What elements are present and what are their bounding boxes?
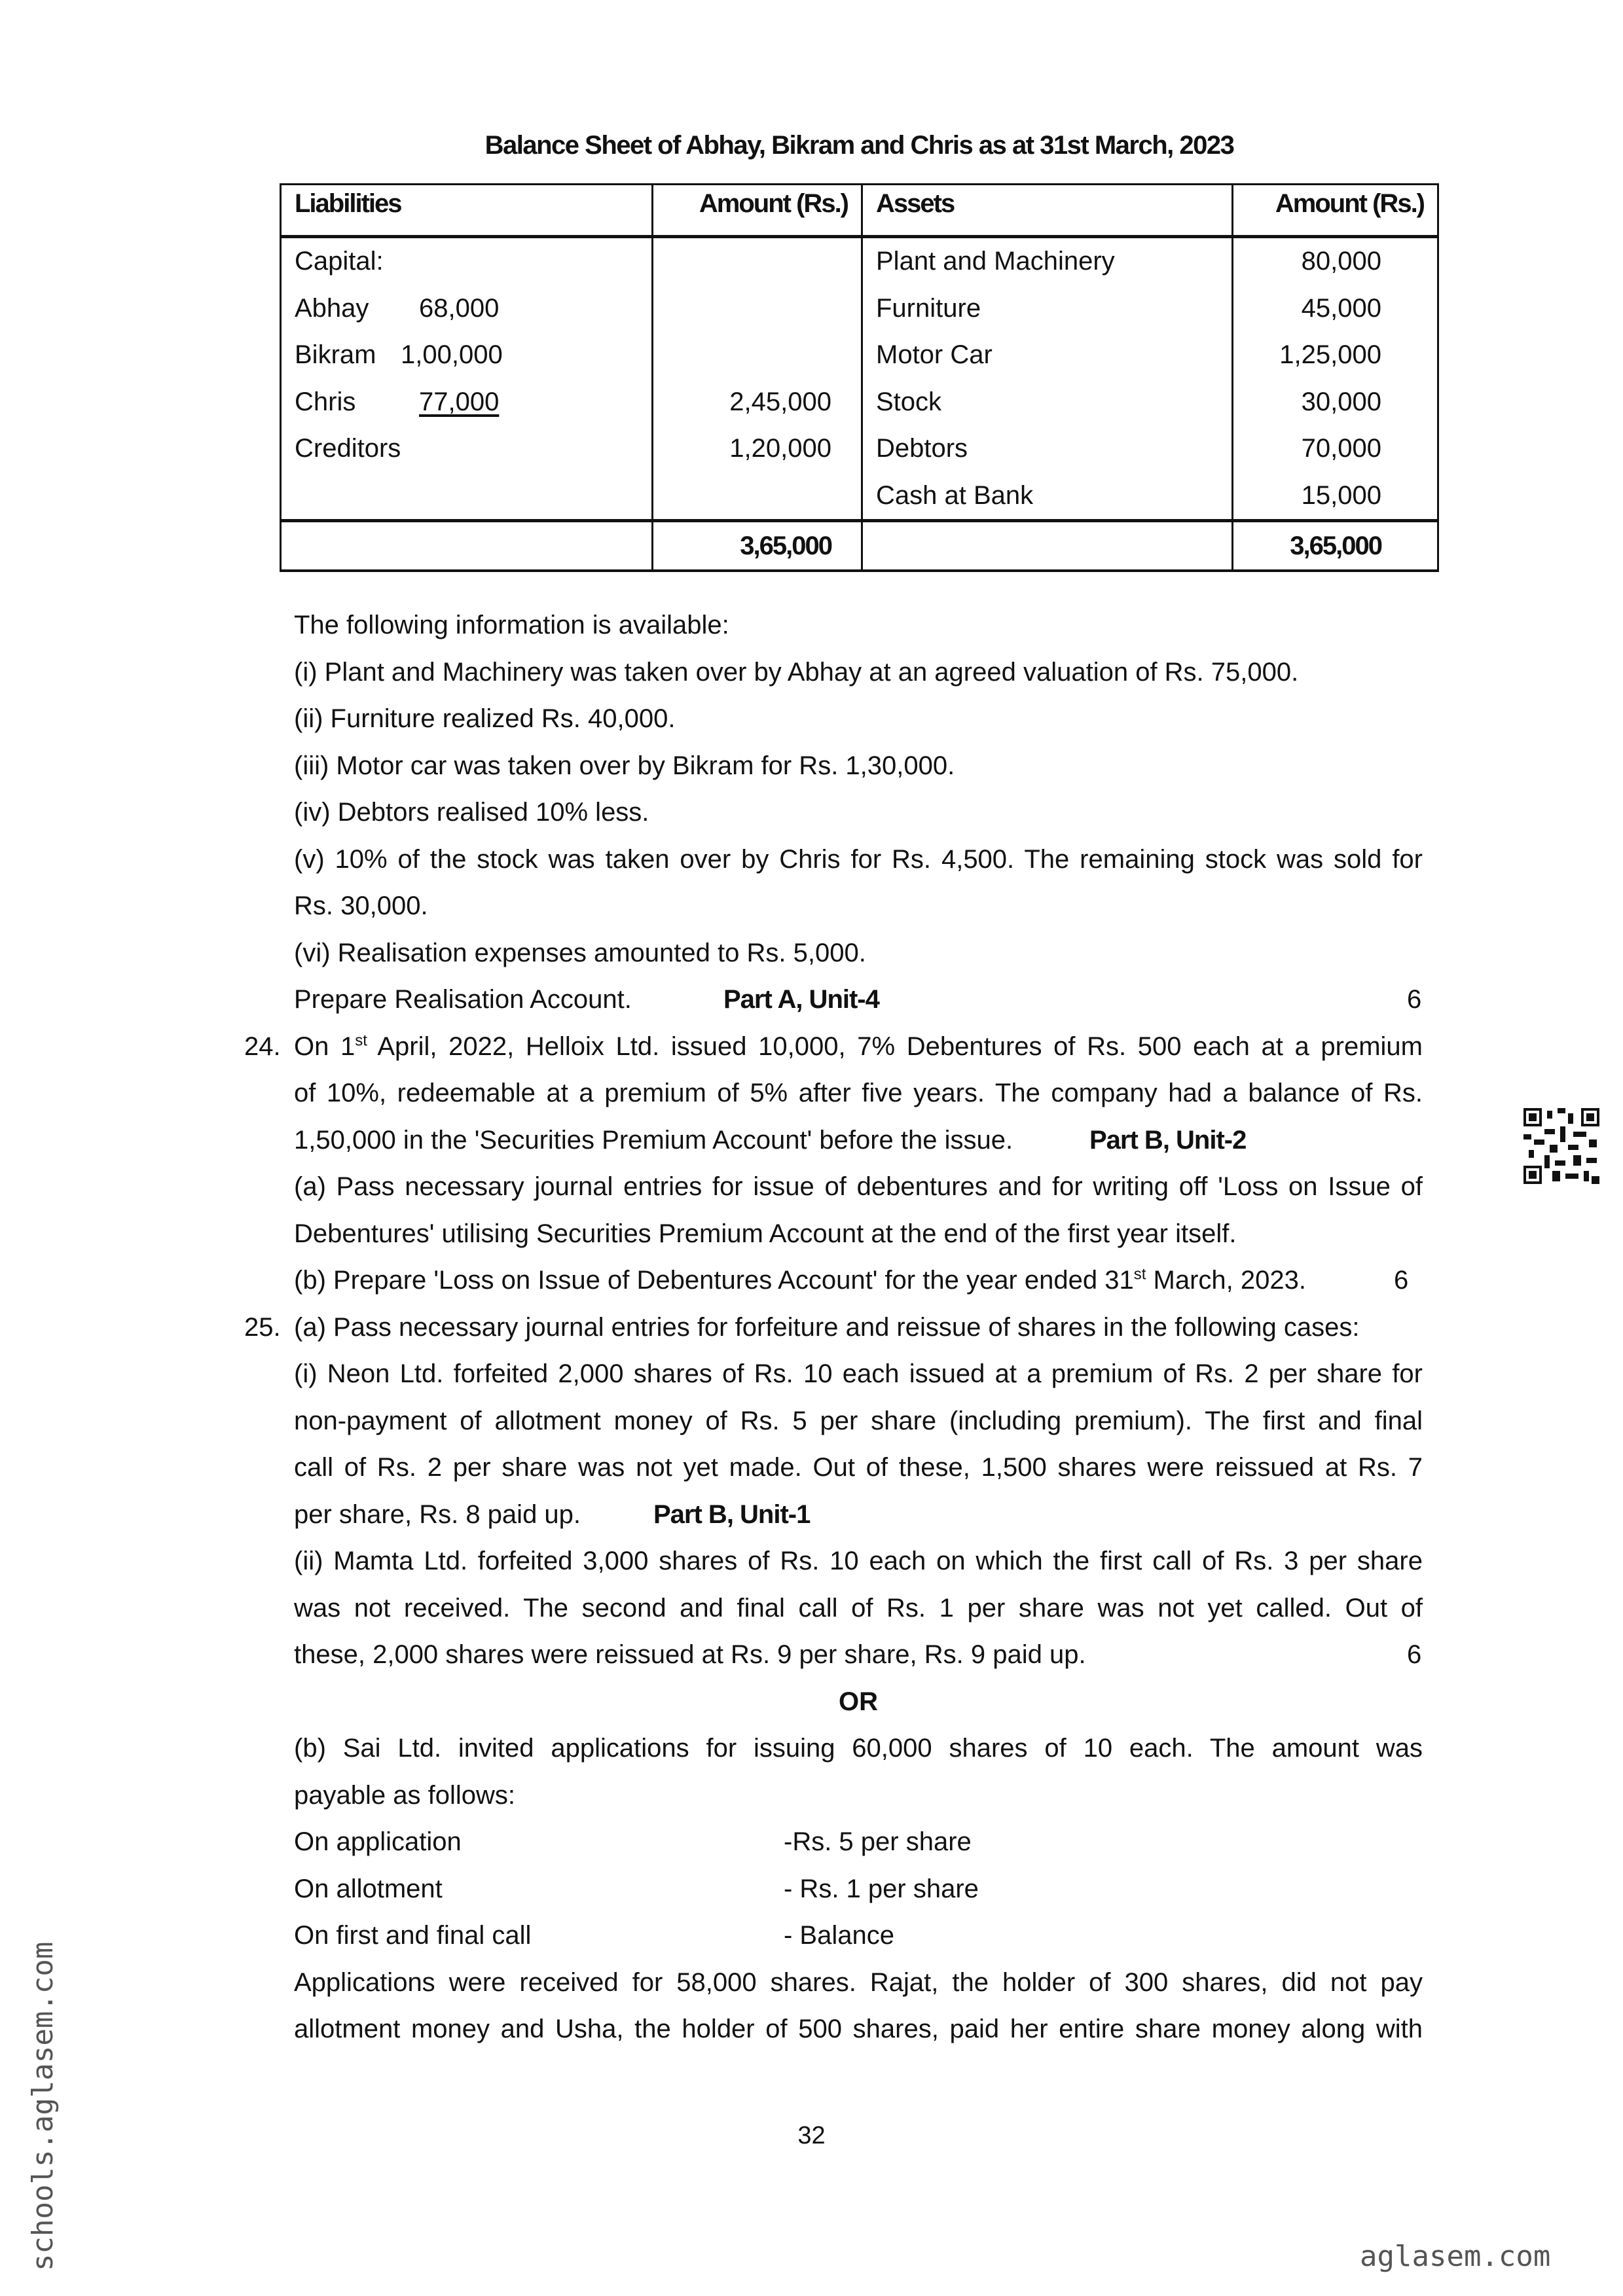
asset-name: Debtors: [862, 425, 1233, 473]
table-row: [281, 379, 1438, 426]
q25-line: was not received. The second and final call of Rs. 1 per share was not yet called. Out of: [294, 1593, 1423, 1623]
capital-total: 2,45,000: [653, 379, 862, 426]
partner-capital: 1,00,000: [401, 340, 503, 370]
q23-marks: 6: [1407, 985, 1422, 1014]
q24-marks: 6: [1394, 1266, 1409, 1295]
q25-number: 25.: [244, 1312, 281, 1342]
total-liabilities: 3,65,000: [653, 521, 862, 571]
q25-text: these, 2,000 shares were reissued at Rs. 9 per share, Rs. 9 paid up.: [294, 1640, 1086, 1669]
page-number: 32: [797, 2122, 826, 2149]
q24-part-label: Part B, Unit-2: [1089, 1125, 1247, 1155]
questions-body: [244, 602, 1423, 2053]
q23-line: Rs. 30,000.: [294, 891, 428, 920]
asset-name: Stock: [862, 379, 1233, 426]
q24-line: Debentures' utilising Securities Premium Account at the end of the first year itself.: [294, 1219, 1237, 1248]
q25-line: (b) Sai Ltd. invited applications for issuing 60,000 shares of 10 each. The amount was: [294, 1734, 1423, 1763]
q25-text: per share, Rs. 8 paid up.: [294, 1499, 581, 1529]
asset-name: Furniture: [862, 285, 1233, 332]
qr-code-icon: [1523, 1108, 1599, 1184]
q24-text: March, 2023.: [1146, 1266, 1306, 1295]
table-header-row: [281, 185, 1438, 237]
q23-task-line: [294, 977, 1423, 1024]
table-row: [281, 285, 1438, 332]
q23-intro: The following information is available:: [294, 611, 729, 639]
q24-sup: st: [355, 1031, 367, 1050]
payment-label: On application: [294, 1827, 462, 1856]
q24-sup: st: [1133, 1265, 1146, 1283]
q25-line: [244, 1304, 1423, 1352]
table-total-row: [281, 521, 1438, 571]
partner-name: Chris: [295, 387, 356, 416]
payment-value: - Balance: [784, 1921, 894, 1950]
q24-number: 24.: [244, 1031, 281, 1061]
payment-row: [294, 1866, 1423, 1913]
q25-line: payable as follows:: [294, 1780, 515, 1810]
q25-line: call of Rs. 2 per share was not yet made. Out of these, 1,500 shares were reissued at Rs. 7: [294, 1453, 1423, 1482]
asset-amount: 80,000: [1233, 237, 1438, 285]
q24-text: On 1: [294, 1031, 356, 1061]
watermark-right: aglasem.com: [1360, 2240, 1551, 2273]
total-assets: 3,65,000: [1233, 521, 1438, 571]
asset-name: Motor Car: [862, 332, 1233, 379]
asset-name: Cash at Bank: [862, 473, 1233, 521]
creditors-label: Creditors: [281, 425, 653, 473]
q24-line: [294, 1117, 1423, 1164]
q25-line: [294, 1632, 1423, 1679]
partner-name: Bikram: [295, 340, 376, 370]
q25-line: (ii) Mamta Ltd. forfeited 3,000 shares of Rs. 10 each on which the first call of Rs. 3 per share: [294, 1547, 1423, 1575]
table-row: [281, 473, 1438, 521]
q23-line: (vi) Realisation expenses amounted to Rs. 5,000.: [294, 938, 866, 967]
q24-text: (b) Prepare 'Loss on Issue of Debentures Account' for the year ended 31: [294, 1266, 1134, 1295]
q24-line: (a) Pass necessary journal entries for issue of debentures and for writing off 'Loss on Issue of: [294, 1172, 1423, 1201]
header-amount: Amount (Rs.): [653, 185, 862, 237]
q25-marks: 6: [1407, 1640, 1422, 1669]
q25-part-label: Part B, Unit-1: [653, 1499, 811, 1529]
q24-text: 1,50,000 in the 'Securities Premium Account' before the issue.: [294, 1125, 1013, 1155]
q23-line: (iv) Debtors realised 10% less.: [294, 798, 649, 827]
capital-label: Capital:: [281, 237, 653, 285]
q24-line: [244, 1024, 1423, 1071]
watermark-left: schools.aglasem.com: [26, 1941, 60, 2271]
header-assets: Assets: [862, 185, 1233, 237]
creditors-amount: 1,20,000: [653, 425, 862, 473]
table-row: [281, 237, 1438, 285]
q25-text: (a) Pass necessary journal entries for forfeiture and reissue of shares in the following cases:: [294, 1312, 1360, 1342]
asset-amount: 15,000: [1233, 473, 1438, 521]
partner-capital: 68,000: [419, 293, 500, 323]
q23-line: (v) 10% of the stock was taken over by Chris for Rs. 4,500. The remaining stock was sold for: [294, 844, 1423, 874]
balance-sheet-table: [280, 183, 1439, 572]
payment-row: [294, 1819, 1423, 1866]
partner-capital: 77,000: [419, 387, 500, 416]
partner-name: Abhay: [295, 293, 369, 323]
header-amount: Amount (Rs.): [1233, 185, 1438, 237]
q23-task: Prepare Realisation Account.: [294, 985, 632, 1014]
payment-row: [294, 1912, 1423, 1960]
q25-line: [294, 1492, 1423, 1539]
q23-part-label: Part A, Unit-4: [723, 985, 879, 1014]
or-separator: OR: [839, 1687, 878, 1716]
payment-label: On allotment: [294, 1874, 443, 1903]
q24-line: [294, 1257, 1423, 1304]
table-row: [281, 332, 1438, 379]
q23-line: (i) Plant and Machinery was taken over by Abhay at an agreed valuation of Rs. 75,000.: [294, 657, 1299, 687]
q25-line: Applications were received for 58,000 shares. Rajat, the holder of 300 shares, did not pay: [294, 1967, 1423, 1997]
asset-amount: 45,000: [1233, 285, 1438, 332]
payment-value: -Rs. 5 per share: [784, 1827, 972, 1856]
table-row: [281, 425, 1438, 473]
q25-line: (i) Neon Ltd. forfeited 2,000 shares of Rs. 10 each issued at a premium of Rs. 2 per share for: [294, 1359, 1423, 1388]
asset-amount: 70,000: [1233, 425, 1438, 473]
payment-value: - Rs. 1 per share: [784, 1874, 979, 1903]
header-liabilities: Liabilities: [281, 185, 653, 237]
payment-label: On first and final call: [294, 1921, 532, 1950]
q24-text: April, 2022, Helloix Ltd. issued 10,000, 7% Debentures of Rs. 500 each at a premium: [367, 1031, 1423, 1061]
q23-line: (iii) Motor car was taken over by Bikram for Rs. 1,30,000.: [294, 751, 955, 780]
asset-name: Plant and Machinery: [862, 237, 1233, 285]
q24-line: of 10%, redeemable at a premium of 5% after five years. The company had a balance of Rs.: [294, 1079, 1423, 1107]
asset-amount: 1,25,000: [1233, 332, 1438, 379]
balance-sheet-title: Balance Sheet of Abhay, Bikram and Chris as at 31st March, 2023: [484, 131, 1234, 160]
asset-amount: 30,000: [1233, 379, 1438, 426]
q23-line: (ii) Furniture realized Rs. 40,000.: [294, 704, 676, 733]
q25-line: allotment money and Usha, the holder of 500 shares, paid her entire share money along with: [294, 2015, 1423, 2043]
q25-line: non-payment of allotment money of Rs. 5 per share (including premium). The first and final: [294, 1406, 1423, 1435]
